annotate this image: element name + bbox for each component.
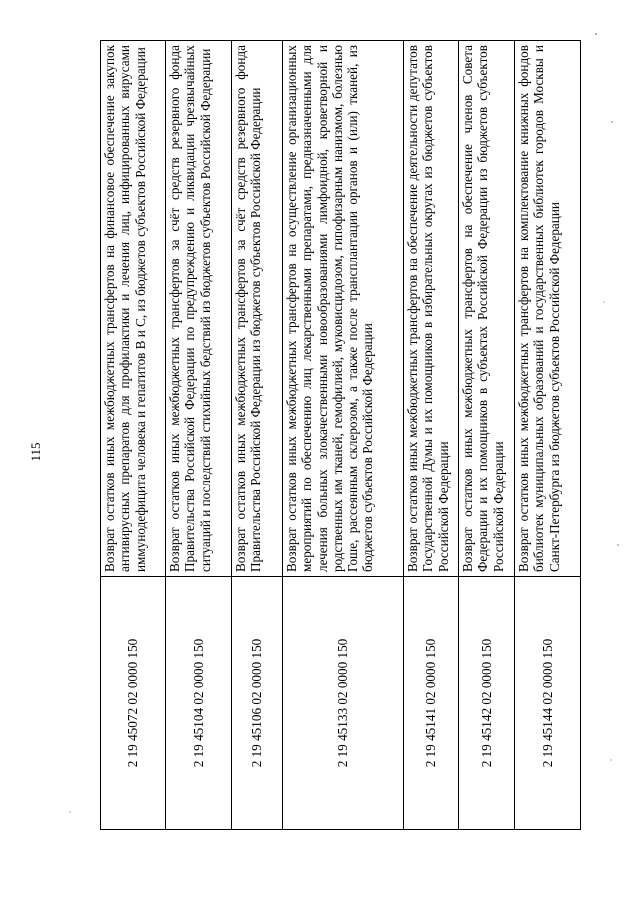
page-number: 115: [28, 442, 43, 462]
table-row: [404, 41, 459, 830]
table-row: [101, 41, 166, 830]
table-row: [166, 41, 232, 830]
table-container: [100, 40, 580, 830]
budget-code-cell: 2 19 45141 02 0000 150: [404, 577, 459, 830]
description-cell: Возврат остатков иных межбюджетных трансфертов за счёт средств резервного фонда Правительства Российской Федерации по предупреждению и ликвидации чрезвычайных ситуаций и последствий стихийных бедствий из бюджетов субъектов Российской Федерации: [166, 41, 232, 577]
budget-code-cell: 2 19 45144 02 0000 150: [515, 577, 581, 830]
description-cell: Возврат остатков иных межбюджетных трансфертов на обеспечение членов Совета Федерации и их помощников в субъектах Российской Федерации из бюджетов субъектов Российской Федерации: [459, 41, 515, 577]
budget-code-cell: 2 19 45133 02 0000 150: [283, 577, 404, 830]
budget-code-cell: 2 19 45072 02 0000 150: [101, 577, 166, 830]
description-cell: Возврат остатков иных межбюджетных трансфертов за счёт средств резервного фонда Правительства Российской Федерации из бюджетов субъектов Российской Федерации: [232, 41, 283, 577]
table-row: [459, 41, 515, 830]
description-cell: Возврат остатков иных межбюджетных трансфертов на обеспечение деятельности депутатов Государственной Думы и их помощников в избирательных округах из бюджетов субъектов Российской Федерации: [404, 41, 459, 577]
description-cell: Возврат остатков иных межбюджетных трансфертов на комплектование книжных фондов библиотек муниципальных образований и государственных библиотек городов Москвы и Санкт-Петербурга из бюджетов субъектов Российской Федерации: [515, 41, 581, 577]
description-cell: Возврат остатков иных межбюджетных трансфертов на осуществление организационных мероприятий по обеспечению лиц лекарственными препаратами, предназначенными для лечения больных злокачественными новообразованиями лимфоидной, кроветворной и родственных им тканей, гемофилией, муковисцидозом, гипофизарным нанизмом, болезнью Гоше, рассеянным склерозом, а также после трансплантации органов и (или) тканей, из бюджетов субъектов Российской Федерации: [283, 41, 404, 577]
budget-code-cell: 2 19 45142 02 0000 150: [459, 577, 515, 830]
budget-code-cell: 2 19 45106 02 0000 150: [232, 577, 283, 830]
table-row: [232, 41, 283, 830]
table-row: [283, 41, 404, 830]
budget-classification-table: [100, 40, 581, 830]
budget-code-cell: 2 19 45104 02 0000 150: [166, 577, 232, 830]
table-row: [515, 41, 581, 830]
description-cell: Возврат остатков иных межбюджетных трансфертов на финансовое обеспечение закупок антивирусных препаратов для профилактики и лечения лиц, инфицированных вирусами иммунодефицита человека и гепатитов В и С, из бюджетов субъектов Российской Федерации: [101, 41, 166, 577]
